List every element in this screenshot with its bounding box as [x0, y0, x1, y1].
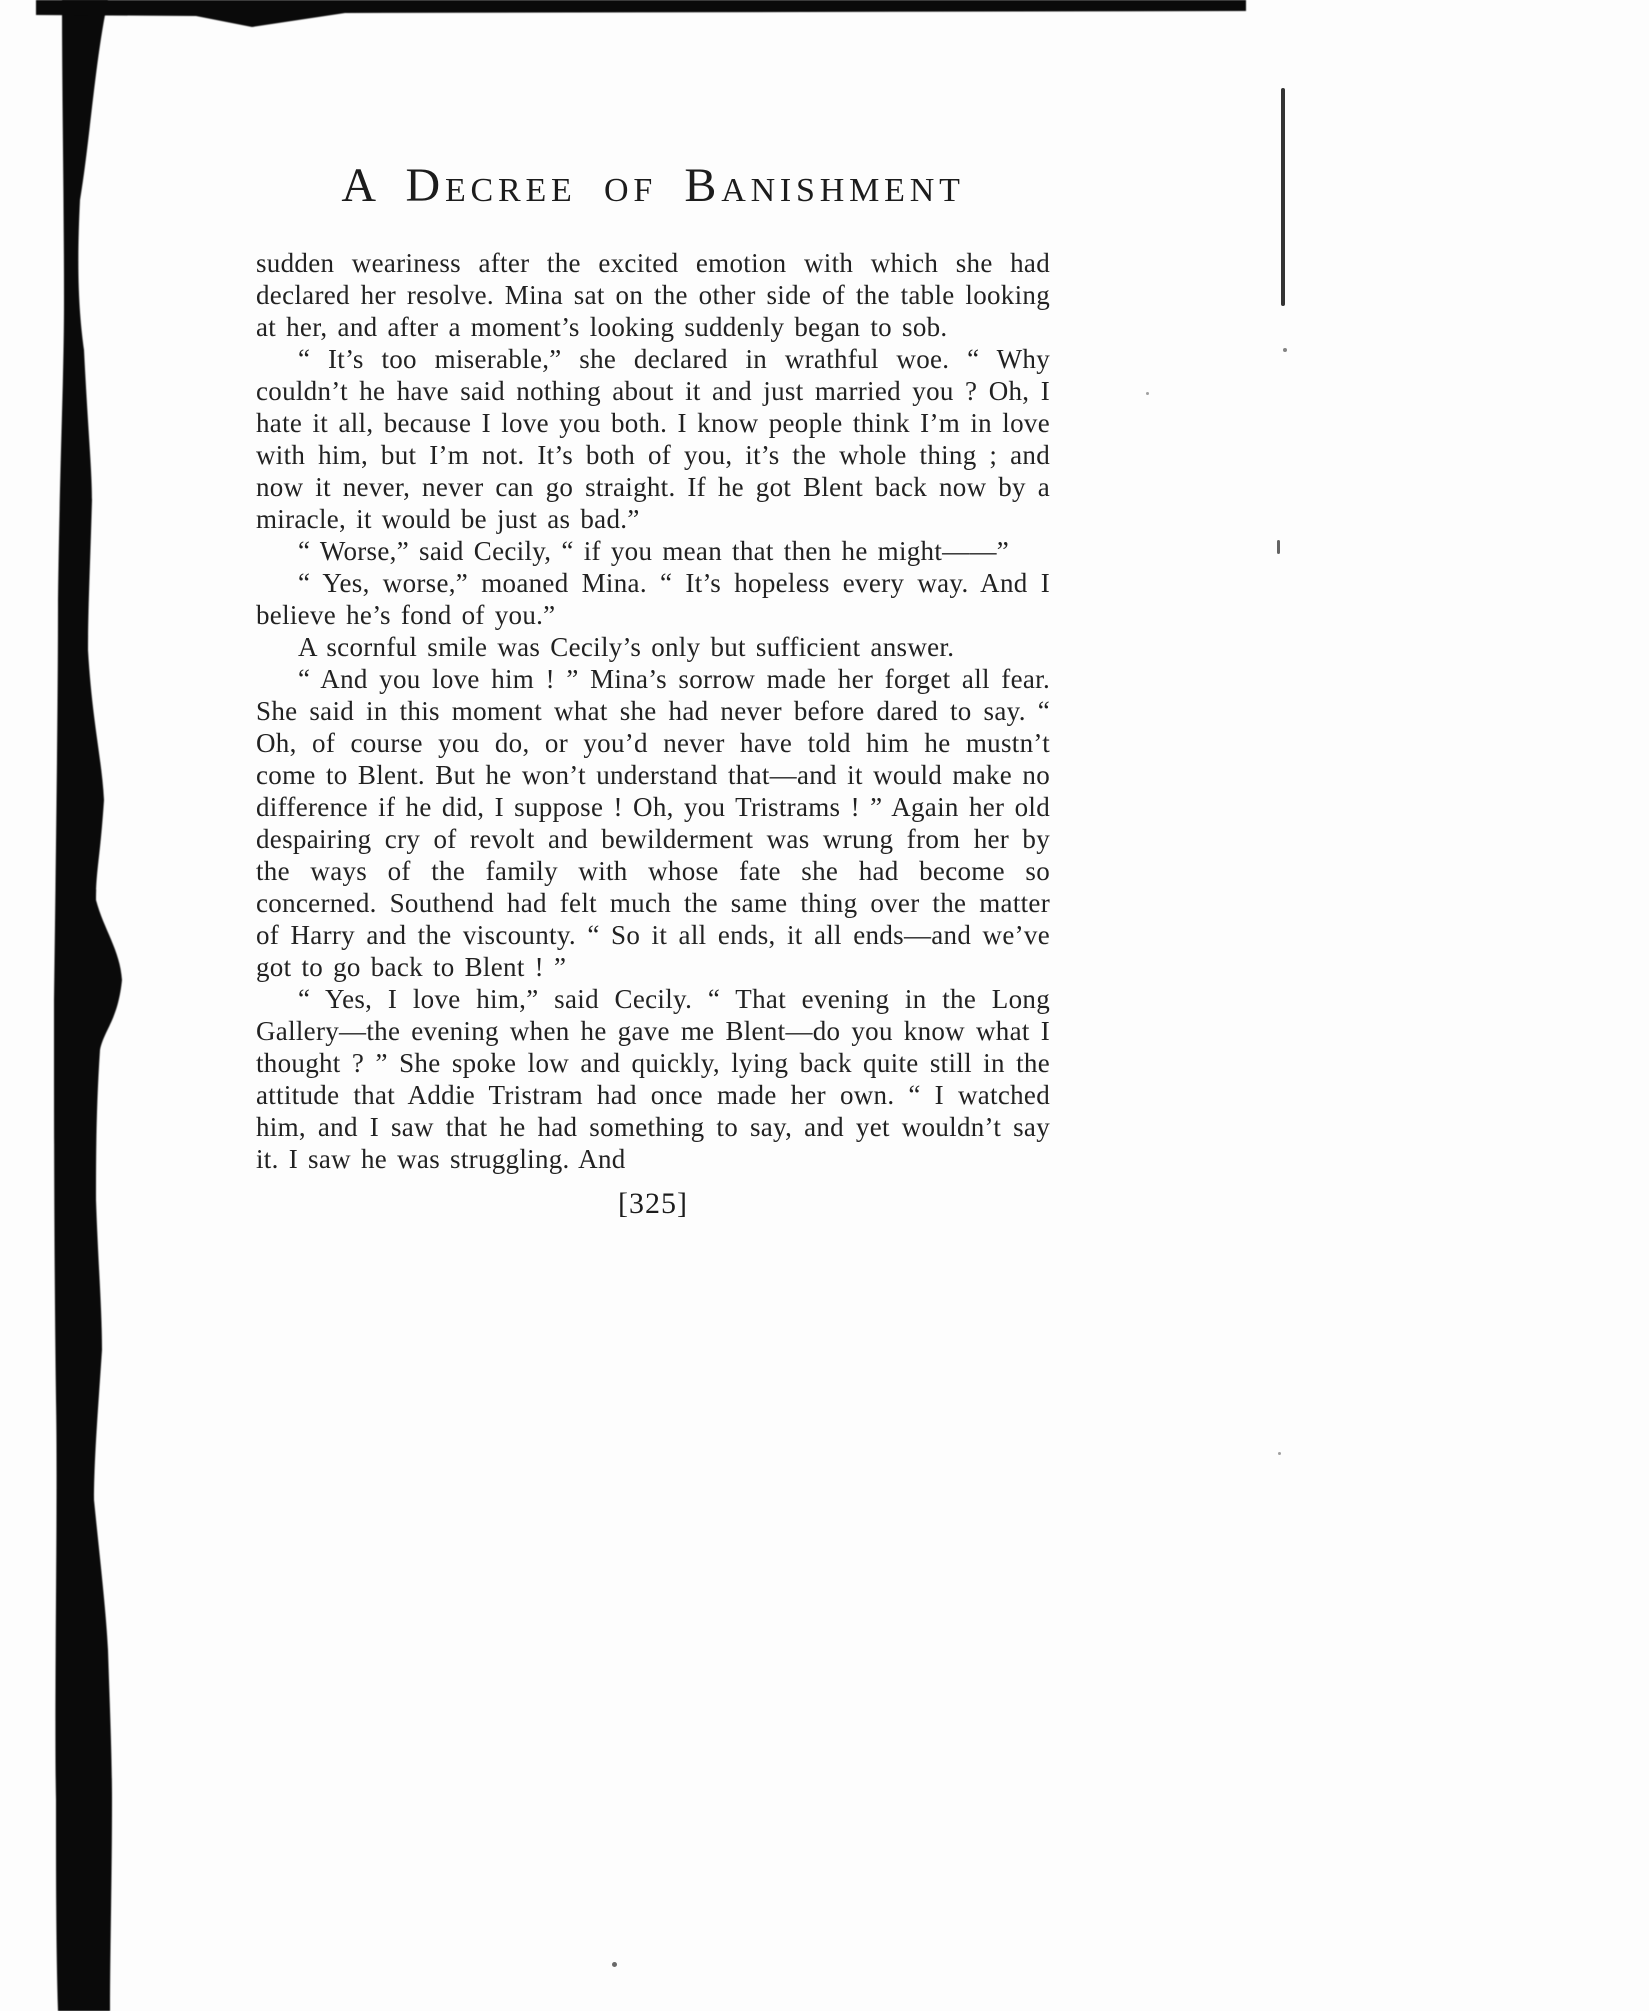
- paragraph: “ Yes, worse,” moaned Mina. “ It’s hopeless every way. And I believe he’s fond of you.”: [256, 568, 1050, 630]
- paragraph: “ It’s too miserable,” she declared in wrathful woe. “ Why couldn’t he have said nothing about it and just married you ? Oh, I hate it all, because I love you both. I know people think I’m in love with him, but I’m not. It’s both of you, it’s the whole thing ; and now it never, never can go straight. If he got Blent back now by a miracle, it would be just as bad.”: [256, 344, 1050, 534]
- scan-top-edge-artifact: [0, 0, 1649, 40]
- paragraph: “ And you love him ! ” Mina’s sorrow made her forget all fear. She said in this moment what she had never before dared to say. “ Oh, of course you do, or you’d never have told him he mustn’t come to Blent. But he won’t understand that—and it would make no difference if he did, I suppose ! Oh, you Tristrams ! ” Again her old despairing cry of revolt and bewilderment was wrung from her by the ways of the family with whose fate she had become so concerned. Southend had felt much the same thing over the matter of Harry and the viscounty. “ So it all ends, it all ends—and we’ve got to go back to Blent ! ”: [256, 664, 1050, 982]
- paragraph: “ Worse,” said Cecily, “ if you mean that then he might——”: [298, 536, 1010, 566]
- scan-speck: [1277, 540, 1280, 554]
- paragraph: A scornful smile was Cecily’s only but sufficient answer.: [298, 632, 955, 662]
- chapter-running-header: A Decree of Banishment: [341, 159, 965, 212]
- text-column: [256, 158, 1050, 1221]
- paragraph: “ Yes, I love him,” said Cecily. “ That evening in the Long Gallery—the evening when he gave me Blent—do you know what I thought ? ” She spoke low and quickly, lying back quite still in the attitude that Addie Tristram had once made her own. “ I watched him, and I saw that he had something to say, and yet wouldn’t say it. I saw he was struggling. And: [256, 984, 1050, 1174]
- scan-left-edge-artifact: [0, 0, 170, 2011]
- paragraph: sudden weariness after the excited emotion with which she had declared her resolve. Mina sat on the other side of the table looking at her, and after a moment’s looking suddenly began to sob.: [256, 248, 1050, 342]
- scan-speck: [1283, 348, 1287, 352]
- scan-speck: [1278, 1452, 1281, 1455]
- scan-right-edge-mark: [1281, 88, 1285, 306]
- scan-speck: [612, 1962, 617, 1967]
- scan-speck: [1146, 392, 1149, 395]
- page-number: [325]: [618, 1187, 688, 1220]
